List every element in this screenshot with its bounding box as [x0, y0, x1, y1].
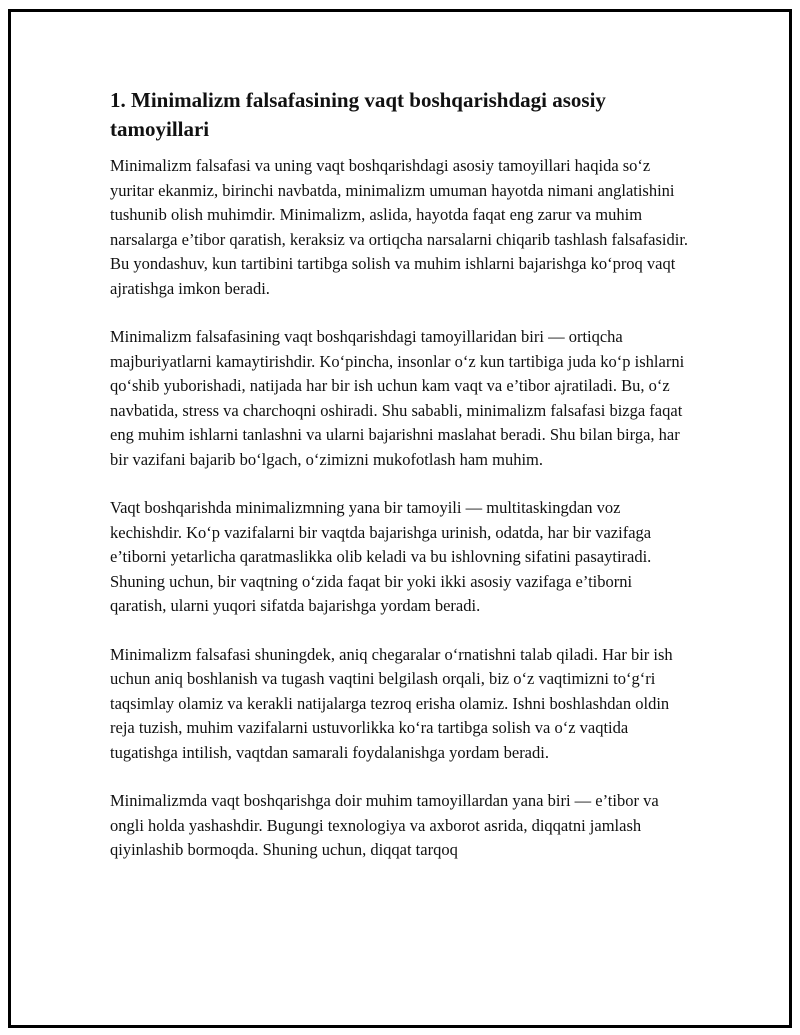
paragraph-2: Minimalizm falsafasining vaqt boshqarishdagi tamoyillaridan biri — ortiqcha majburiyatlarni kamaytirishdir. Ko‘pincha, insonlar o‘z kun tartibiga juda ko‘p ishlarni qo‘shib yuborishadi, natijada har bir ish uchun kam vaqt va e’tibor ajratiladi. Bu, o‘z navbatida, stress va charchoqni oshiradi. Shu sababli, minimalizm falsafasi bizga faqat eng muhim ishlarni tanlashni va ularni bajarishni maslahat beradi. Shu bilan birga, har bir vazifani bajarib bo‘lgach, o‘zimizni mukofotlash ham muhim. [110, 327, 685, 469]
paragraph-3: Vaqt boshqarishda minimalizmning yana bir tamoyili — multitaskingdan voz kechishdir. Ko‘p vazifalarni bir vaqtda bajarishga urinish, odatda, har bir vazifaga e’tiborni yetarlicha qaratmaslikka olib keladi va bu ishlovning sifatini pasaytiradi. Shuning uchun, bir vaqtning o‘zida faqat bir yoki ikki asosiy vazifaga e’tiborni qaratish, ularni yuqori sifatda bajarishga yordam beradi. [110, 498, 652, 615]
paragraph-1: Minimalizm falsafasi va uning vaqt boshqarishdagi asosiy tamoyillari haqida so‘z yuritar ekanmiz, birinchi navbatda, minimalizm umuman hayotda nimani anglatishini tushunib olish muhimdir. Minimalizm, aslida, hayotda faqat eng zarur va muhim narsalarga e’tibor qaratish, keraksiz va ortiqcha narsalarni chiqarib tashlash falsafasidir. Bu yondashuv, kun tartibini tartibga solish va muhim ishlarni bajarishga ko‘proq vaqt ajratishga imkon beradi. [110, 156, 689, 298]
paragraph-4: Minimalizm falsafasi shuningdek, aniq chegaralar o‘rnatishni talab qiladi. Har bir ish uchun aniq boshlanish va tugash vaqtini belgilash orqali, biz o‘z vaqtimizni to‘g‘ri taqsimlay olamiz va kerakli natijalarga tezroq erisha olamiz. Ishni boshlashdan oldin reja tuzish, muhim vazifalarni ustuvorlikka ko‘ra tartibga solish va o‘z vaqtida tugatishga intilish, vaqtdan samarali foydalanishga yordam beradi. [110, 644, 673, 762]
section-heading: 1. Minimalizm falsafasining vaqt boshqarishdagi asosiy tamoyillari [110, 88, 606, 141]
paragraph-5: Minimalizmda vaqt boshqarishga doir muhim tamoyillardan yana biri — e’tibor va ongli holda yashashdir. Bugungi texnologiya va axborot asrida, diqqatni jamlash qiyinlashib bormoqda. Shuning uchun, diqqat tarqoq [110, 791, 659, 859]
document-body [110, 86, 690, 887]
